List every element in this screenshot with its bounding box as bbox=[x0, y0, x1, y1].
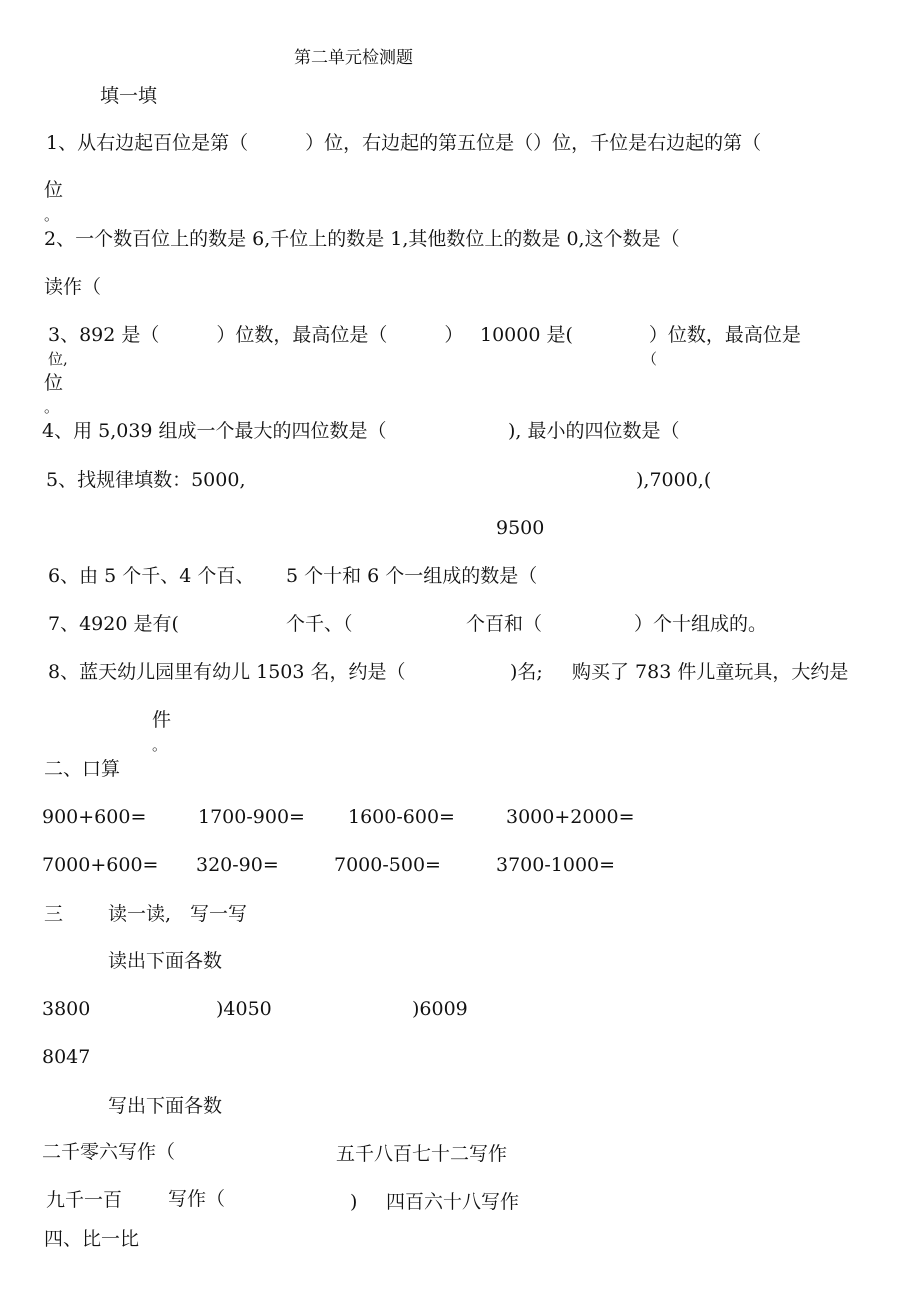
section3-number: 三 bbox=[44, 903, 64, 925]
q8-wrap-2: 。 bbox=[152, 736, 168, 754]
section2-heading: 二、口算 bbox=[44, 758, 121, 780]
q1-wrap-2: 。 bbox=[44, 206, 60, 224]
q7-part-3: 个百和（ bbox=[466, 613, 543, 635]
q5-part-3: 9500 bbox=[496, 517, 545, 539]
write-item: ) bbox=[350, 1191, 358, 1213]
read-number: 8047 bbox=[42, 1046, 91, 1068]
q2-wrap-1: 读作（ bbox=[44, 276, 102, 298]
q8-part-2: )名; bbox=[510, 661, 543, 683]
calc-item: 320-90= bbox=[196, 854, 279, 876]
write-heading: 写出下面各数 bbox=[108, 1095, 223, 1117]
section3-heading: 读一读, 写一写 bbox=[108, 903, 248, 925]
write-item: 五千八百七十二写作 bbox=[336, 1143, 508, 1165]
q3-sub-2: （ bbox=[642, 350, 658, 368]
calc-item: 7000-500= bbox=[334, 854, 441, 876]
write-item: 九千一百 bbox=[46, 1189, 123, 1211]
calc-item: 900+600= bbox=[42, 806, 147, 828]
calc-item: 1600-600= bbox=[348, 806, 455, 828]
read-number: )6009 bbox=[412, 998, 468, 1020]
q4-part-2: ), 最小的四位数是（ bbox=[508, 420, 680, 442]
q3-wrap-1: 位 bbox=[44, 372, 64, 394]
calc-item: 1700-900= bbox=[198, 806, 305, 828]
write-item: 四百六十八写作 bbox=[386, 1191, 520, 1213]
page-title: 第二单元检测题 bbox=[294, 48, 413, 68]
write-item: 二千零六写作（ bbox=[42, 1141, 176, 1163]
q3-part-1: 3、892 是（ ）位数，最高位是（ ） bbox=[48, 324, 464, 346]
q1-wrap-1: 位 bbox=[44, 179, 64, 201]
calc-item: 3000+2000= bbox=[506, 806, 635, 828]
q8-part-1: 8、蓝天幼儿园里有幼儿 1503 名，约是（ bbox=[48, 661, 406, 683]
q3-part-2: 10000 是( ）位数，最高位是 bbox=[480, 324, 801, 346]
q5-part-2: ),7000,( bbox=[636, 469, 712, 491]
q1-text: 1、从右边起百位是第（ ）位，右边起的第五位是（）位，千位是右边起的第（ bbox=[46, 132, 762, 154]
q5-part-1: 5、找规律填数：5000, bbox=[46, 469, 246, 491]
q2-text: 2、一个数百位上的数是 6,千位上的数是 1,其他数位上的数是 0,这个数是（ bbox=[44, 228, 680, 250]
q8-part-3: 购买了 783 件儿童玩具，大约是 bbox=[572, 661, 849, 683]
q3-sub-1: 位, bbox=[48, 350, 68, 368]
read-heading: 读出下面各数 bbox=[108, 950, 223, 972]
write-item: 写作（ bbox=[168, 1188, 226, 1210]
q8-wrap-1: 件 bbox=[152, 709, 172, 731]
section4-heading: 四、比一比 bbox=[44, 1228, 140, 1250]
q7-part-1: 7、4920 是有( bbox=[48, 613, 179, 635]
calc-item: 7000+600= bbox=[42, 854, 159, 876]
q6-part-1: 6、由 5 个千、4 个百、 bbox=[48, 565, 255, 587]
read-number: 3800 bbox=[42, 998, 91, 1020]
q6-part-2: 5 个十和 6 个一组成的数是（ bbox=[286, 565, 538, 587]
section1-heading: 填一填 bbox=[100, 85, 158, 107]
q3-wrap-2: 。 bbox=[44, 398, 60, 416]
read-number: )4050 bbox=[216, 998, 272, 1020]
q7-part-4: ）个十组成的。 bbox=[634, 613, 768, 635]
q7-part-2: 个千、（ bbox=[286, 613, 353, 635]
calc-item: 3700-1000= bbox=[496, 854, 616, 876]
q4-part-1: 4、用 5,039 组成一个最大的四位数是（ bbox=[42, 420, 387, 442]
